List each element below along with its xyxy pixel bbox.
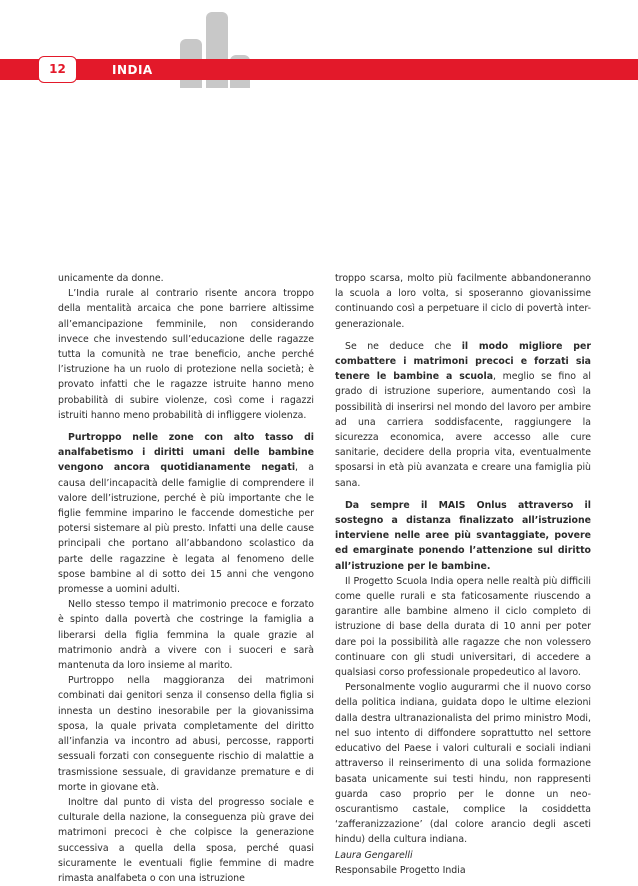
- paragraph-text: , a causa dell’incapacità delle famiglie di comprendere il valore dell’istruzione, perché è più importante che le figlie femmine imparino le faccende domestiche per potersi sistemare al più presto. Infatti una delle cause principali che portano all’abbandono scolastico da parte delle ragazzine è legata al fenomeno delle spose bambine al di sotto dei 15 anni che vengono promesse a uomini adulti.: [58, 462, 314, 596]
- paragraph: [58, 430, 314, 597]
- author-role: Responsabile Progetto India: [335, 864, 466, 876]
- paragraph: Purtroppo nella maggioranza dei matrimoni combinati dai genitori senza il consenso della figlia si innesta un destino inesorabile per la giovanissima sposa, la quale privata completamente del diritto all’infanzia va incontro ad abusi, percosse, rapporti sessuali forzati con conseguente rischio di malattie a trasmissione sessuale, di gravidanze premature e di morte in giovane età.: [58, 675, 314, 793]
- page-number: 12: [38, 56, 77, 83]
- paragraph: Da sempre il MAIS Onlus attraverso il sostegno a distanza finalizzato all’istruzione interviene nelle aree più svantaggiate, povere ed emarginate ponendo l’attenzione sul diritto all’istruzione per le bambine.: [335, 499, 591, 572]
- paragraph: unicamente da donne.: [58, 273, 164, 284]
- paragraph: troppo scarsa, molto più facilmente abbandoneranno la scuola a loro volta, si sposeranno giovanissime continuando così a perpetuare il ciclo di povertà inter-generazionale.: [335, 273, 591, 330]
- paragraph-text: , meglio se fino al grado di istruzione superiore, aumentando così la possibilità di inserirsi nel mondo del lavoro per ambire ad una carriera soddisfacente, raggiungere la sicurezza economica, avere accesso alle cure sanitarie, decidere della propria vita, eventualmente sposarsi in età più avanzata e creare una famiglia più sana.: [335, 371, 591, 489]
- paragraph: [335, 339, 591, 491]
- bold-text: il modo migliore per combattere i matrimoni precoci e forzati sia tenere le bambine a scuola: [335, 340, 591, 383]
- paragraph: Il Progetto Scuola India opera nelle realtà più difficili come quelle rurali e sta faticosamente riuscendo a garantire alle bambine almeno il ciclo completo di istruzione di base della durata di 10 anni per poter dare poi la possibilità alle ragazze che non volessero continuare con gli studi universitari, di accedere a qualsiasi corso professionale propedeutico al lavoro.: [335, 575, 591, 679]
- section-title: INDIA: [112, 63, 153, 77]
- paragraph: Nello stesso tempo il matrimonio precoce e forzato è spinto dalla povertà che costringe la famiglia a liberarsi della figlia femmina la quale grazie al matrimonio andrà a vivere con i suoceri e sarà mantenuta da loro insieme al marito.: [58, 599, 314, 672]
- bold-text: Purtroppo nelle zone con alto tasso di analfabetismo i diritti umani delle bambine vengono ancora quotidianamente negati: [58, 432, 314, 474]
- paragraph: Personalmente voglio augurarmi che il nuovo corso della politica indiana, guidata dopo le ultime elezioni dalla destra ultranazionalista del primo ministro Modi, nel suo intento di diffondere soprattutto nel settore educativo del Paese i valori culturali e sociali indiani attraverso il reinserimento di una solida formazione basata unicamente sui testi hindu, non rappresenti guarda caso proprio per le donne un neo-oscurantismo castale, complice la cosiddetta ‘zafferanizzazione’ (dal colore arancio degli asceti hindu) della cultura indiana.: [335, 682, 591, 846]
- right-column: [335, 271, 591, 878]
- header-red-band: [0, 59, 638, 80]
- paragraph: L’India rurale al contrario risente ancora troppo della mentalità arcaica che pone barriere altissime all’emancipazione femminile, non considerando invece che investendo sull’educazione delle ragazze tutta la comunità ne trae beneficio, anche perché l’istruzione ha un ruolo di protezione nella società; è provato infatti che le ragazze istruite hanno meno probabilità di subire violenze, così come i ragazzi istruiti hanno meno probabilità di infliggere violenza.: [58, 288, 314, 421]
- paragraph-text: Se ne deduce che: [345, 340, 462, 352]
- left-column: [58, 271, 314, 886]
- author-name: Laura Gengarelli: [335, 849, 413, 861]
- paragraph: Inoltre dal punto di vista del progresso sociale e culturale della nazione, la conseguenza più grave dei matrimoni precoci è che colpisce la generazione successiva a quella della sposa, perché quasi sicuramente le eventuali figlie femmine di madre rimasta analfabeta o con una istruzione: [58, 796, 314, 884]
- page-header: [0, 0, 638, 90]
